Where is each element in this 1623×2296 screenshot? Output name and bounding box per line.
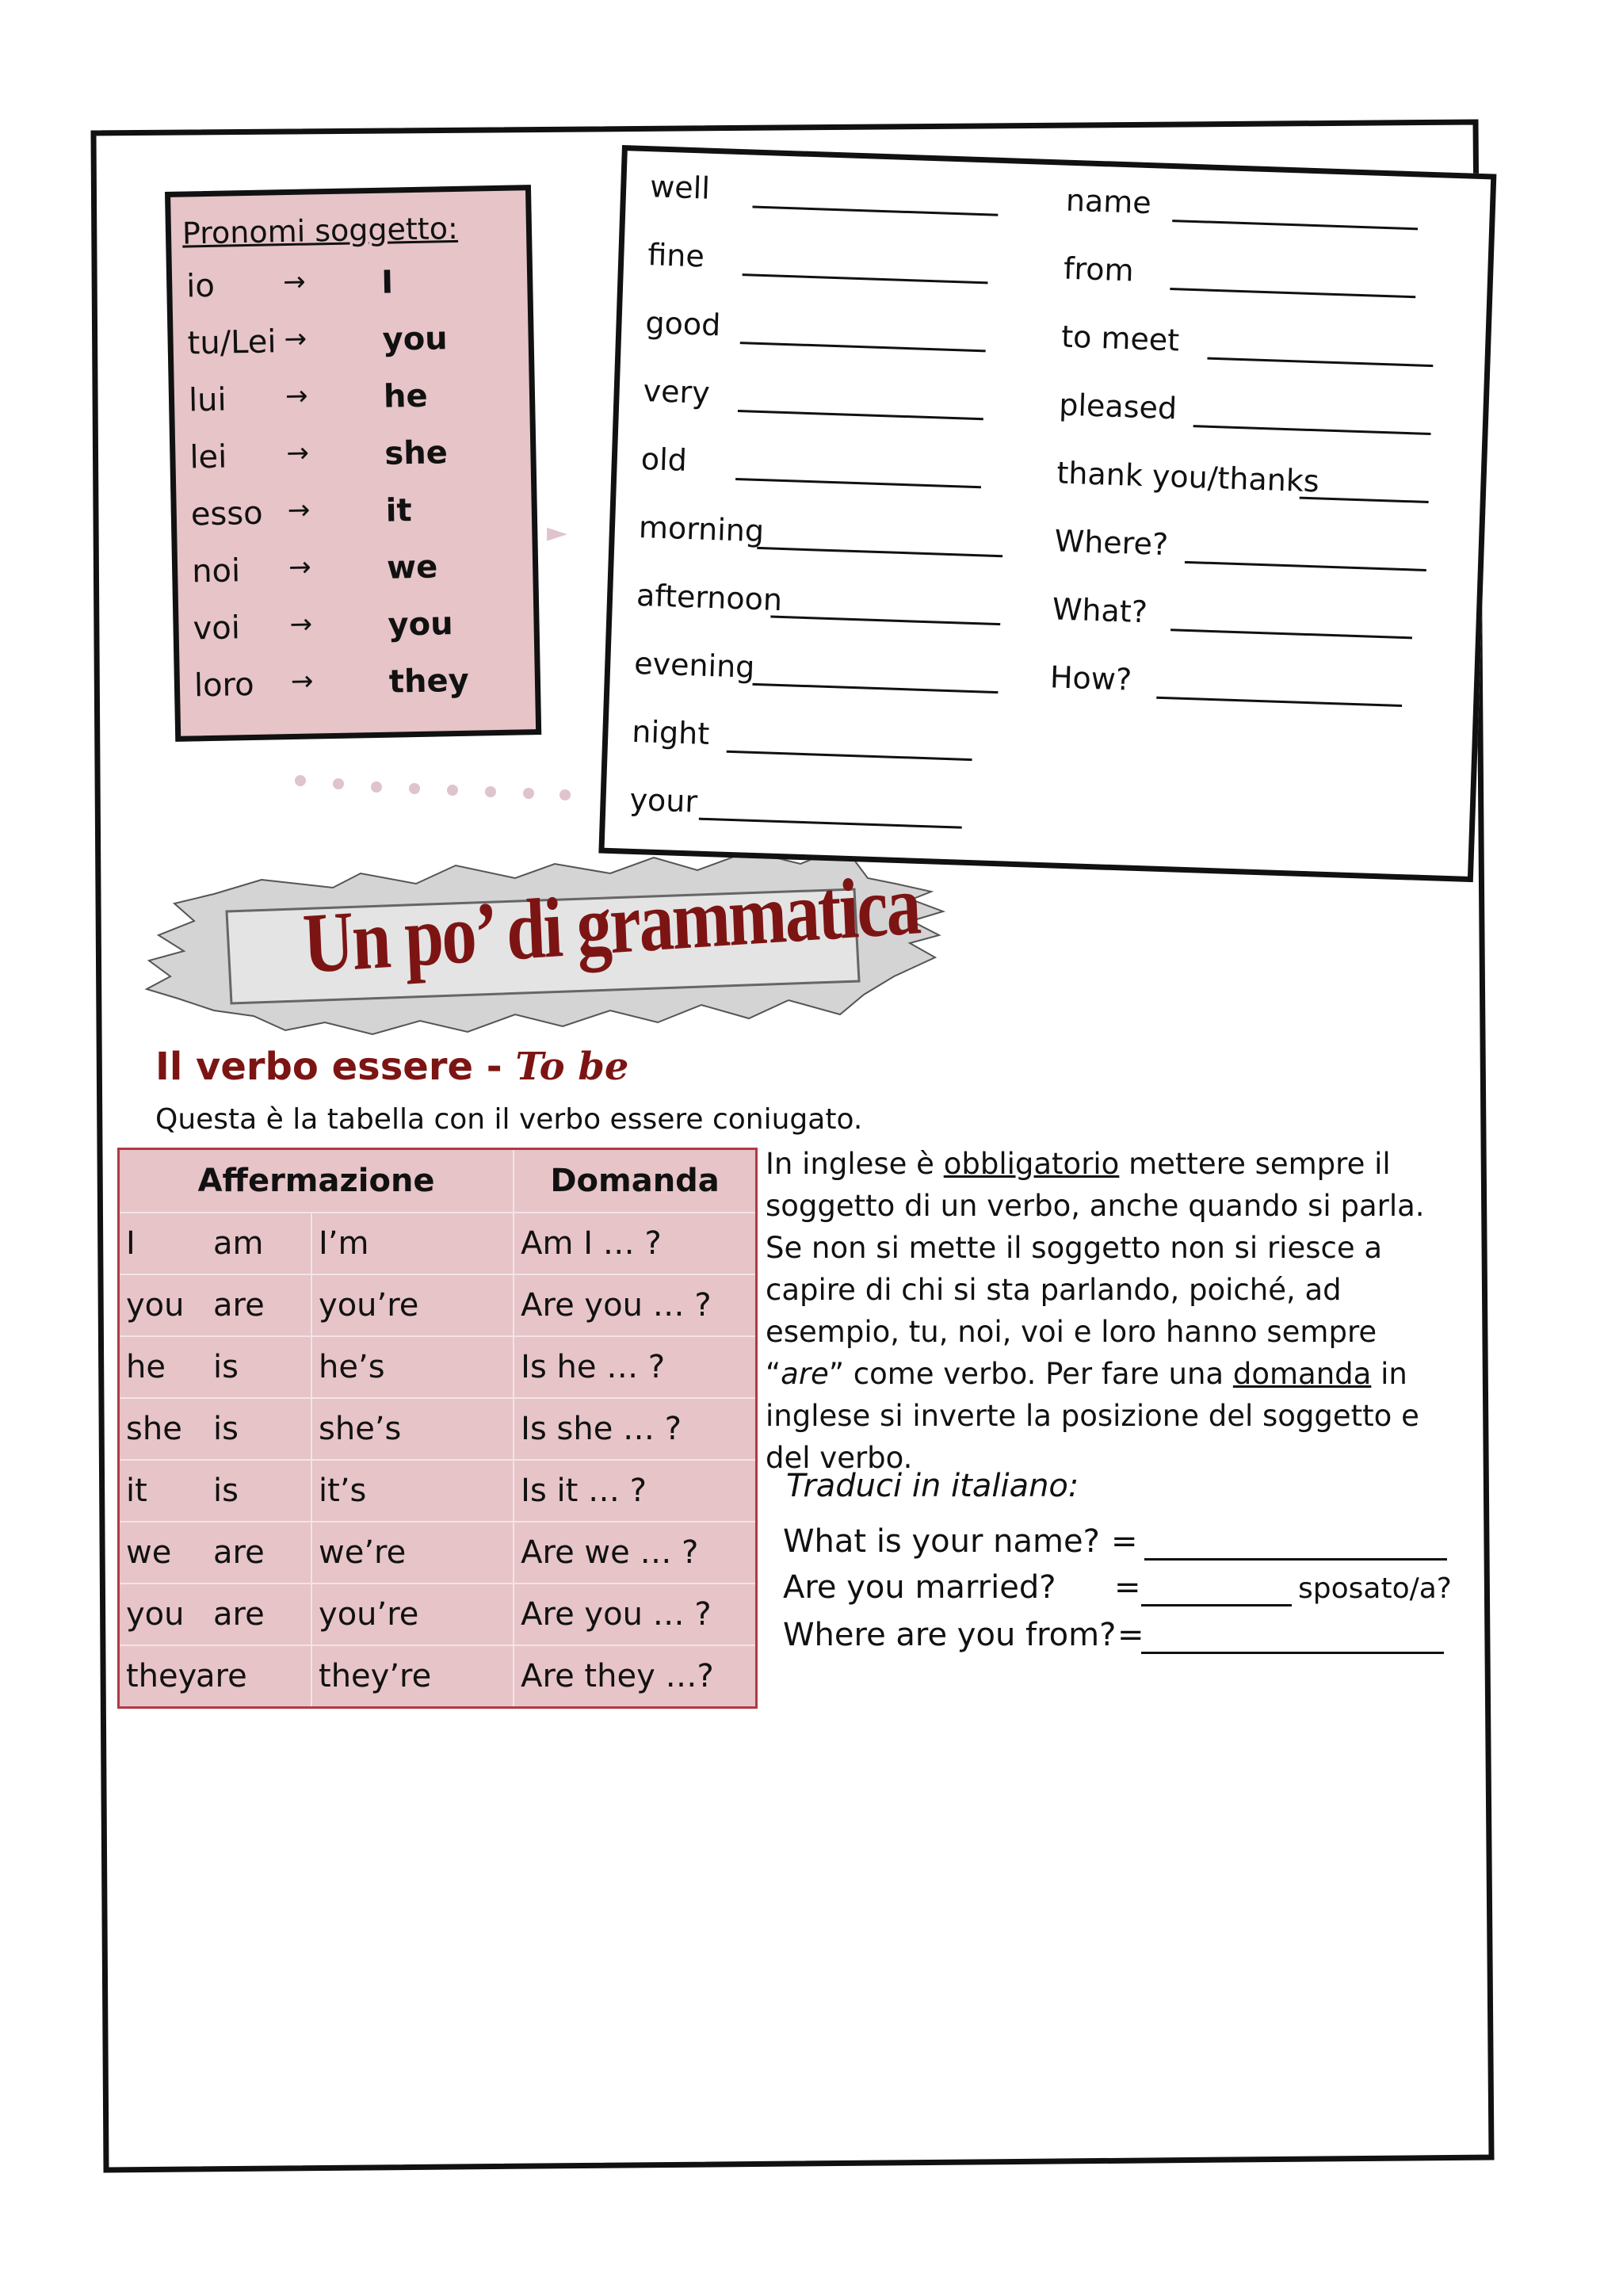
header-question: Domanda <box>514 1149 756 1213</box>
arrow: → <box>290 665 314 698</box>
explanation-text: mettere sempre il soggetto di un verbo, anche quando si parla. Se non si mette il soggetto non si riesce a capire di chi si sta parlando, poiché, ad esempio, tu, noi, voi e loro hanno sempre “ <box>766 1147 1425 1391</box>
arrow: → <box>289 608 313 641</box>
pronouns-title: Pronomi soggetto: <box>181 210 459 251</box>
answer-line[interactable] <box>743 273 988 284</box>
explanation-underlined: domanda <box>1232 1357 1372 1391</box>
question-cell: Is he … ? <box>514 1336 756 1398</box>
decorative-dot <box>409 783 420 794</box>
vocabulary-card <box>598 145 1496 882</box>
answer-line[interactable] <box>699 818 962 829</box>
decorative-dot <box>333 778 344 789</box>
subject-verb-cell <box>119 1460 312 1522</box>
answer-line[interactable] <box>727 751 972 761</box>
subject: she <box>126 1411 182 1447</box>
vocab-word: morning <box>638 509 765 549</box>
decorative-dot <box>523 788 534 799</box>
banner-title: Un po’ di grammatica <box>301 858 922 991</box>
vocab-word: thank you/thanks <box>1056 455 1320 499</box>
explanation-underlined: obbligatorio <box>943 1147 1120 1181</box>
vocab-word: What? <box>1052 591 1148 630</box>
question-cell: Are we … ? <box>514 1522 756 1584</box>
translate-hint: sposato/a? <box>1298 1572 1452 1605</box>
answer-line[interactable] <box>1193 425 1431 435</box>
vocab-word: afternoon <box>636 577 783 618</box>
pronoun-italian: io <box>185 267 216 305</box>
answer-line[interactable] <box>735 478 981 488</box>
translate-title: Traduci in italiano: <box>786 1468 1079 1504</box>
subject: you <box>126 1287 185 1324</box>
table-row <box>119 1398 757 1460</box>
table-row <box>119 1274 757 1336</box>
pronoun-english: you <box>382 320 449 358</box>
answer-line[interactable] <box>770 616 1000 626</box>
pronoun-italian: tu/Lei <box>187 323 277 362</box>
verb: am <box>213 1225 264 1262</box>
answer-line[interactable] <box>1172 220 1418 230</box>
contraction-cell: I’m <box>311 1213 514 1274</box>
answer-line[interactable] <box>1144 1558 1447 1561</box>
table-row <box>119 1522 757 1584</box>
pronouns-box <box>165 185 541 742</box>
table-header-row <box>119 1149 757 1213</box>
answer-line[interactable] <box>752 683 998 693</box>
pronoun-english: we <box>386 548 438 586</box>
translate-question: Where are you from? <box>783 1617 1117 1653</box>
explanation-text: ” come verbo. Per fare una <box>828 1357 1233 1391</box>
contraction-cell: they’re <box>311 1645 514 1708</box>
question-cell: Am I … ? <box>514 1213 756 1274</box>
pronoun-row <box>189 433 523 487</box>
vocab-word: name <box>1065 182 1152 221</box>
decorative-dot <box>447 785 458 796</box>
vocab-word: How? <box>1049 659 1132 697</box>
pronoun-row <box>189 376 522 430</box>
section-title-italic: To be <box>515 1045 629 1089</box>
pronoun-italian: loro <box>193 666 255 705</box>
subject: we <box>126 1534 172 1571</box>
arrow: → <box>285 380 308 413</box>
answer-line[interactable] <box>757 547 1002 557</box>
table-row <box>119 1584 757 1645</box>
vocab-word: well <box>649 169 711 206</box>
pronoun-english: you <box>388 606 454 644</box>
subject-verb-cell <box>119 1645 312 1708</box>
pronoun-italian: lui <box>188 381 227 419</box>
section-heading <box>155 1045 628 1089</box>
verb: is <box>213 1411 239 1447</box>
vocab-word: Where? <box>1054 523 1169 563</box>
subject: you <box>126 1596 185 1633</box>
equals-sign: = <box>1114 1569 1141 1606</box>
contraction-cell: you’re <box>311 1274 514 1336</box>
answer-line[interactable] <box>1300 497 1429 503</box>
subject-verb-cell <box>119 1274 312 1336</box>
section-title: Il verbo essere - <box>155 1045 516 1089</box>
pronoun-row <box>187 319 521 372</box>
translate-question: What is your name? <box>783 1523 1100 1560</box>
section-intro: Questa è la tabella con il verbo essere coniugato. <box>155 1103 863 1136</box>
table-row <box>119 1336 757 1398</box>
verb-table <box>117 1148 758 1709</box>
vocab-word: fine <box>647 237 705 274</box>
question-cell: Is it … ? <box>514 1460 756 1522</box>
arrow: → <box>284 323 307 356</box>
subject: they <box>126 1658 197 1694</box>
contraction-cell: you’re <box>311 1584 514 1645</box>
subject-verb-cell <box>119 1398 312 1460</box>
vocab-word: from <box>1063 250 1135 288</box>
vocab-word: to meet <box>1060 319 1180 358</box>
pronoun-row <box>193 604 526 658</box>
answer-line[interactable] <box>1170 288 1415 298</box>
pronoun-row <box>194 661 528 715</box>
answer-line[interactable] <box>1207 357 1433 367</box>
answer-line[interactable] <box>752 205 998 216</box>
equals-sign: = <box>1111 1523 1138 1560</box>
arrow: → <box>288 551 312 584</box>
vocab-word: your <box>628 781 698 819</box>
decorative-dot <box>295 775 306 786</box>
subject: he <box>126 1349 166 1385</box>
contraction-cell: it’s <box>311 1460 514 1522</box>
subject-verb-cell <box>119 1336 312 1398</box>
verb: are <box>213 1287 265 1324</box>
explanation-italic: are <box>781 1357 829 1391</box>
equals-sign: = <box>1117 1617 1144 1653</box>
subject: it <box>126 1473 147 1509</box>
subject-verb-cell <box>119 1584 312 1645</box>
contraction-cell: she’s <box>311 1398 514 1460</box>
vocab-word: very <box>643 373 711 411</box>
arrow: → <box>285 437 310 470</box>
answer-line[interactable] <box>1170 628 1412 639</box>
decorative-dot <box>485 786 496 797</box>
verb: are <box>196 1658 247 1694</box>
contraction-cell: we’re <box>311 1522 514 1584</box>
vocab-word: night <box>631 713 710 752</box>
question-cell: Are you … ? <box>514 1584 756 1645</box>
question-cell: Are they …? <box>514 1645 756 1708</box>
pointer-arrow-icon: ► <box>547 517 568 548</box>
explanation-text: In inglese è <box>766 1147 944 1181</box>
vocab-word: old <box>640 441 688 478</box>
pronoun-italian: lei <box>189 438 227 476</box>
pronoun-english: I <box>380 264 394 301</box>
pronoun-english: it <box>385 492 413 529</box>
pronoun-row <box>190 490 524 544</box>
decorative-dot <box>371 781 382 793</box>
subject-verb-cell <box>119 1522 312 1584</box>
header-affirmation: Affermazione <box>119 1149 514 1213</box>
verb: is <box>213 1349 239 1385</box>
question-cell: Is she … ? <box>514 1398 756 1460</box>
arrow: → <box>287 494 311 527</box>
pronoun-english: he <box>383 377 429 415</box>
subject-verb-cell <box>119 1213 312 1274</box>
table-row <box>119 1460 757 1522</box>
answer-line[interactable] <box>1156 697 1402 707</box>
answer-line[interactable] <box>740 342 986 352</box>
question-cell: Are you … ? <box>514 1274 756 1336</box>
arrow: → <box>282 266 307 299</box>
pronoun-english: they <box>388 662 470 701</box>
verb: is <box>213 1473 239 1509</box>
vocab-word: evening <box>633 645 756 685</box>
explanation-paragraph <box>766 1143 1463 1479</box>
verb: are <box>213 1534 265 1571</box>
pronoun-english: she <box>384 434 449 472</box>
explanation-text: in inglese si inverte la posizione del soggetto e del verbo. <box>766 1357 1419 1475</box>
contraction-cell: he’s <box>311 1336 514 1398</box>
pronoun-italian: noi <box>191 552 241 590</box>
vocab-word: good <box>644 305 722 343</box>
vocab-word: pleased <box>1058 387 1178 426</box>
translate-question: Are you married? <box>783 1569 1056 1606</box>
table-row <box>119 1213 757 1274</box>
answer-line[interactable] <box>1141 1604 1292 1606</box>
table-row <box>119 1645 757 1708</box>
pronoun-italian: esso <box>190 495 264 533</box>
pronoun-italian: voi <box>193 609 241 648</box>
answer-line[interactable] <box>738 410 983 420</box>
verb: are <box>213 1596 265 1633</box>
pronoun-row <box>186 262 520 315</box>
decorative-dot <box>559 789 571 800</box>
answer-line[interactable] <box>1141 1652 1444 1654</box>
subject: I <box>126 1225 136 1262</box>
pronoun-row <box>192 547 525 601</box>
answer-line[interactable] <box>1185 561 1426 571</box>
